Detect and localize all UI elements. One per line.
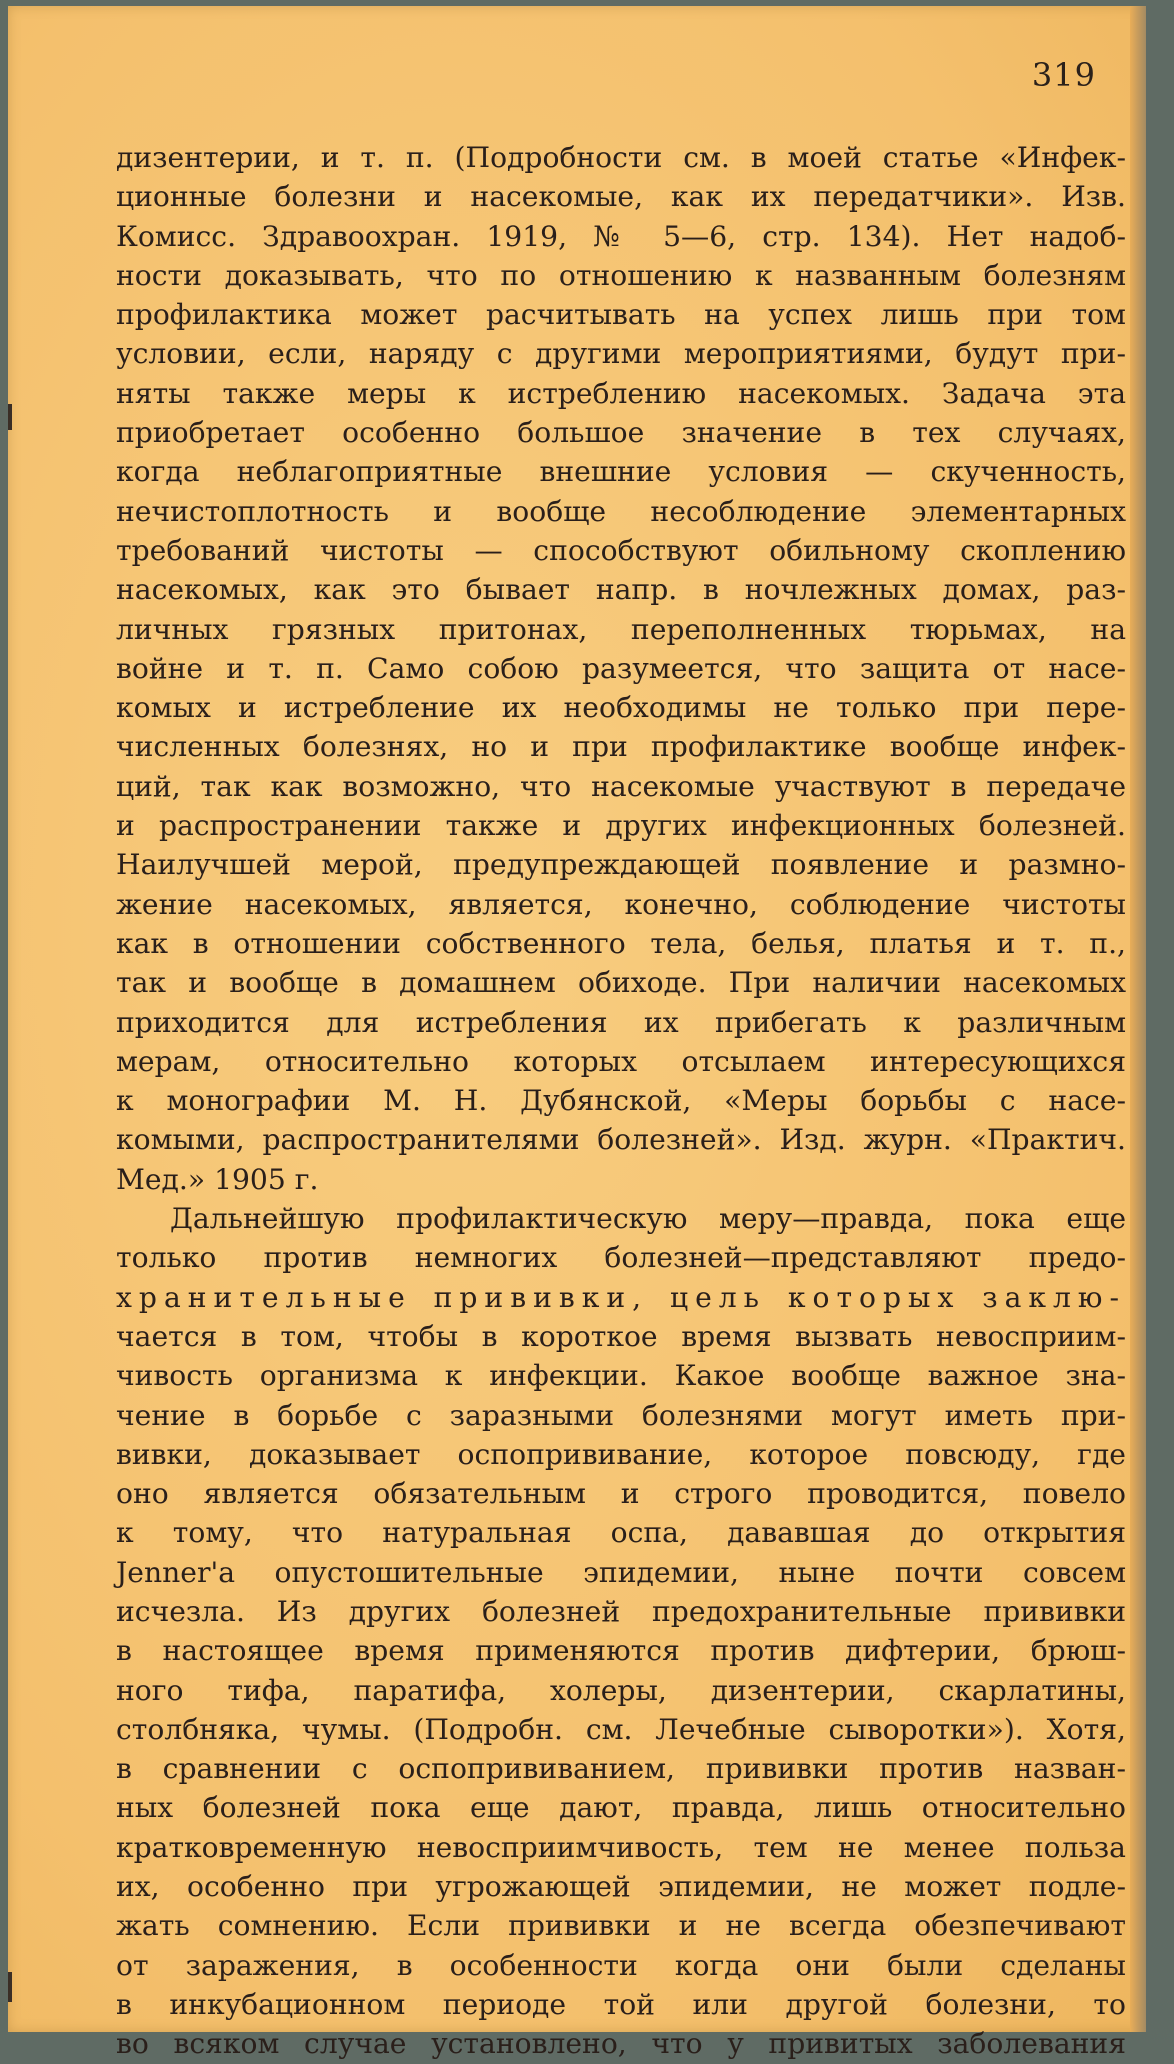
text-line: во всяком случае установлено, что у привитых заболевания [116, 2027, 1126, 2061]
text-line: к тому, что натуральная оспа, дававшая до открытия [116, 1516, 1126, 1550]
text-line: Мед.» 1905 г. [116, 1162, 319, 1196]
text-line: их, особенно при угрожающей эпидемии, не может подле- [116, 1870, 1126, 1904]
text-line: жение насекомых, является, конечно, соблюдение чистоты [116, 887, 1126, 921]
text-line: приходится для истребления их прибегать к различным [116, 1005, 1126, 1039]
text-line: Наилучшей мерой, предупреждающей появление и размно- [116, 848, 1126, 882]
text-line: как в отношении собственного тела, белья, платья и т. п., [116, 926, 1126, 960]
text-line: когда неблагоприятные внешние условия — скученность, [116, 455, 1126, 489]
text-line: дизентерии, и т. п. (Подробности см. в моей статье «Инфек- [116, 141, 1126, 174]
margin-mark [8, 1972, 12, 2002]
page-number: 319 [1031, 56, 1096, 94]
paragraph-1 [116, 138, 1126, 1199]
text-line: ций, так как возможно, что насекомые участвуют в передаче [116, 769, 1126, 803]
text-line: профилактика может расчитывать на успех лишь при том [116, 298, 1126, 332]
text-line: в настоящее время применяются против дифтерии, брюш- [116, 1634, 1126, 1668]
text-line: личных грязных притонах, переполненных тюрьмах, на [116, 612, 1126, 646]
text-line: жать сомнению. Если прививки и не всегда обезпечивают [116, 1909, 1126, 1943]
text-line: вивки, доказывает оспопрививание, которое повсюду, где [116, 1437, 1126, 1471]
text-line: и распространении также и других инфекционных болезней. [116, 809, 1126, 843]
text-line: чается в том, чтобы в короткое время вызвать невосприим- [116, 1319, 1126, 1353]
text-line: условии, если, наряду с другими мероприятиями, будут при- [116, 337, 1126, 371]
page-binding-edge [1130, 6, 1146, 2032]
text-line: так и вообще в домашнем обиходе. При наличии насекомых [116, 966, 1126, 1000]
text-line: чивость организма к инфекции. Какое вообще важное зна- [116, 1359, 1126, 1393]
text-line: ности доказывать, что по отношению к названным болезням [116, 258, 1126, 292]
paragraph-2 [116, 1199, 1126, 2064]
text-line: исчезла. Из других болезней предохранительные прививки [116, 1594, 1126, 1628]
text-line: в инкубационном периоде той или другой болезни, то [116, 1987, 1126, 2021]
text-line: комых и истребление их необходимы не только при пере- [116, 691, 1126, 725]
text-line: Комисс. Здравоохран. 1919, № 5—6, стр. 134). Нет надоб- [116, 219, 1126, 253]
text-line: оно является обязательным и строго проводится, повело [116, 1477, 1126, 1511]
text-line: требований чистоты — способствуют обильному скоплению [116, 533, 1126, 567]
text-line: от заражения, в особенности когда они были сделаны [116, 1948, 1126, 1982]
text-line: ционные болезни и насекомые, как их передатчики». Изв. [116, 180, 1126, 214]
margin-mark [8, 404, 12, 430]
text-line: комыми, распространителями болезней». Изд. журн. «Практич. [116, 1123, 1126, 1157]
text-line: к монографии М. Н. Дубянской, «Меры борьбы с насе- [116, 1084, 1126, 1118]
text-line: насекомых, как это бывает напр. в ночлежных домах, раз- [116, 573, 1126, 607]
text-line: чение в борьбе с заразными болезнями могут иметь при- [116, 1398, 1126, 1432]
text-line: столбняка, чумы. (Подробн. см. Лечебные сыворотки»). Хотя, [116, 1712, 1126, 1746]
text-line: кратковременную невосприимчивость, тем не менее польза [116, 1830, 1126, 1864]
book-page [8, 6, 1146, 2061]
text-line: приобретает особенно большое значение в тех случаях, [116, 416, 1126, 450]
text-line: Jenner'а опустошительные эпидемии, ныне почти совсем [116, 1555, 1126, 1589]
text-line: войне и т. п. Само собою разумеется, что защита от насе- [116, 651, 1126, 685]
text-line: мерам, относительно которых отсылаем интересующихся [116, 1044, 1126, 1078]
body-text [116, 138, 1126, 2064]
text-line: ных болезней пока еще дают, правда, лишь относительно [116, 1791, 1126, 1825]
text-line: только против немногих болезней—представляют предо- [116, 1241, 1126, 1275]
text-line: хранительные прививки, цель которых заклю- [116, 1280, 1126, 1314]
text-line: няты также меры к истреблению насекомых. Задача эта [116, 376, 1126, 410]
text-line: Дальнейшую профилактическую меру—правда, пока еще [170, 1202, 1126, 1236]
text-line: ного тифа, паратифа, холеры, дизентерии, скарлатины, [116, 1673, 1126, 1707]
text-line: численных болезнях, но и при профилактике вообще инфек- [116, 730, 1126, 764]
text-line: нечистоплотность и вообще несоблюдение элементарных [116, 494, 1126, 528]
text-line: в сравнении с оспопрививанием, прививки против назван- [116, 1752, 1126, 1786]
